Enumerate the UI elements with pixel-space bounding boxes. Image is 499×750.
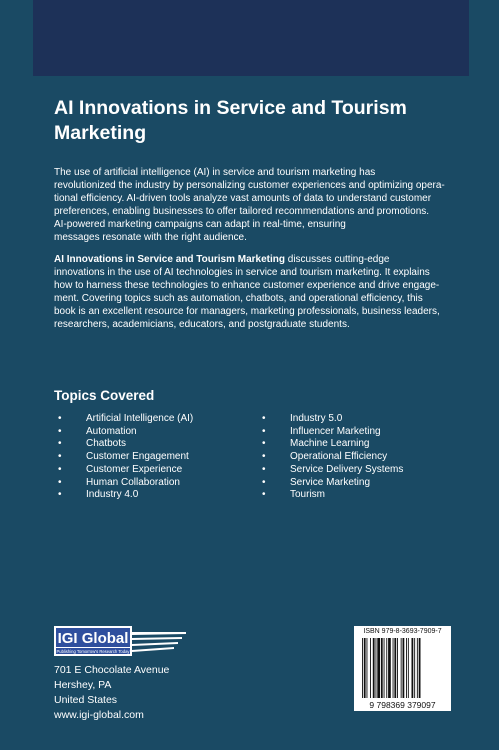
left-topic-item: • Human Collaboration <box>58 477 193 490</box>
barcode-bar <box>393 638 394 698</box>
barcode-digits: 9 798369 379097 <box>369 700 436 710</box>
left-topic-item: • Industry 4.0 <box>58 489 193 502</box>
barcode-bar <box>394 638 396 698</box>
isbn-barcode-box <box>354 626 451 711</box>
barcode-bar <box>386 638 387 698</box>
left-topic-item: • Artificial Intelligence (AI) <box>58 413 193 426</box>
barcode-bar <box>367 638 368 698</box>
barcode-bar <box>406 638 407 698</box>
barcode-bar <box>401 638 402 698</box>
barcode-bar <box>403 638 405 698</box>
description-paragraph-1: The use of artificial intelligence (AI) in service and tourism marketing has revolutionized the industry by personalizing customer experiences and optimizing opera- tional efficiency. AI-driven tools analyze vast amounts of data to understand customer preferences, enabling businesses to offer tailored recommendations and promotions. AI-powered marketing campaigns can adapt in real-time, ensuring messages resonate with the right audience. <box>54 167 445 244</box>
barcode-bar <box>377 638 380 698</box>
right-topic-item: • Service Marketing <box>262 477 403 490</box>
right-topic-item: • Service Delivery Systems <box>262 464 403 477</box>
left-topic-item: • Chatbots <box>58 438 193 451</box>
right-topic-item: • Operational Efficiency <box>262 451 403 464</box>
topics-list-right <box>262 413 403 502</box>
publisher-address <box>54 663 169 723</box>
barcode <box>360 638 445 710</box>
barcode-bar <box>376 638 377 698</box>
barcode-bar <box>381 638 383 698</box>
left-topic-item: • Automation <box>58 426 193 439</box>
book-title: AI Innovations in Service and Tourism Marketing <box>54 97 407 144</box>
barcode-bar <box>419 638 421 698</box>
barcode-bar <box>412 638 414 698</box>
publisher-logo <box>54 626 186 656</box>
right-topic-item: • Industry 5.0 <box>262 413 403 426</box>
right-topic-item: • Machine Learning <box>262 438 403 451</box>
barcode-bar <box>362 638 363 698</box>
description-paragraph-2 <box>54 253 454 332</box>
topics-list-left <box>58 413 193 502</box>
barcode-bar <box>397 638 398 698</box>
barcode-bar <box>373 638 375 698</box>
top-color-band <box>33 0 469 76</box>
publisher-logo-name: IGI Global <box>57 630 129 647</box>
barcode-bar <box>408 638 409 698</box>
address-line-city: Hershey, PA <box>54 679 112 691</box>
barcode-bar <box>414 638 415 698</box>
right-topic-item: • Influencer Marketing <box>262 426 403 439</box>
barcode-bar <box>370 638 371 698</box>
barcode-bar <box>384 638 385 698</box>
barcode-bar <box>417 638 418 698</box>
address-line-country: United States <box>54 694 118 706</box>
right-topic-item: • Tourism <box>262 489 403 502</box>
description-book-title: AI Innovations in Service and Tourism Marketing <box>54 254 285 265</box>
description-paragraph-2-text: discusses cutting-edge innovations in the use of AI technologies in service and tourism marketing. It explains how to harness these technologies to enhance customer experience and drive engage- ment. Covering topics such as automation, chatbots, and operational efficiency, this book is an excellent resource for managers, marketing professionals, business leaders, researchers, academicians, educators, and postgraduate students. <box>54 254 440 331</box>
barcode-bar <box>364 638 366 698</box>
left-topic-item: • Customer Experience <box>58 464 193 477</box>
address-line-street: 701 E Chocolate Avenue <box>54 664 170 676</box>
publisher-tagline: Publishing Tomorrow's Research Today <box>56 649 130 654</box>
publisher-website: www.igi-global.com <box>54 709 144 721</box>
left-topic-item: • Customer Engagement <box>58 451 193 464</box>
topics-heading: Topics Covered <box>54 388 155 403</box>
isbn-number: ISBN 979-8-3693-7909-7 <box>363 628 442 635</box>
barcode-bar <box>388 638 391 698</box>
